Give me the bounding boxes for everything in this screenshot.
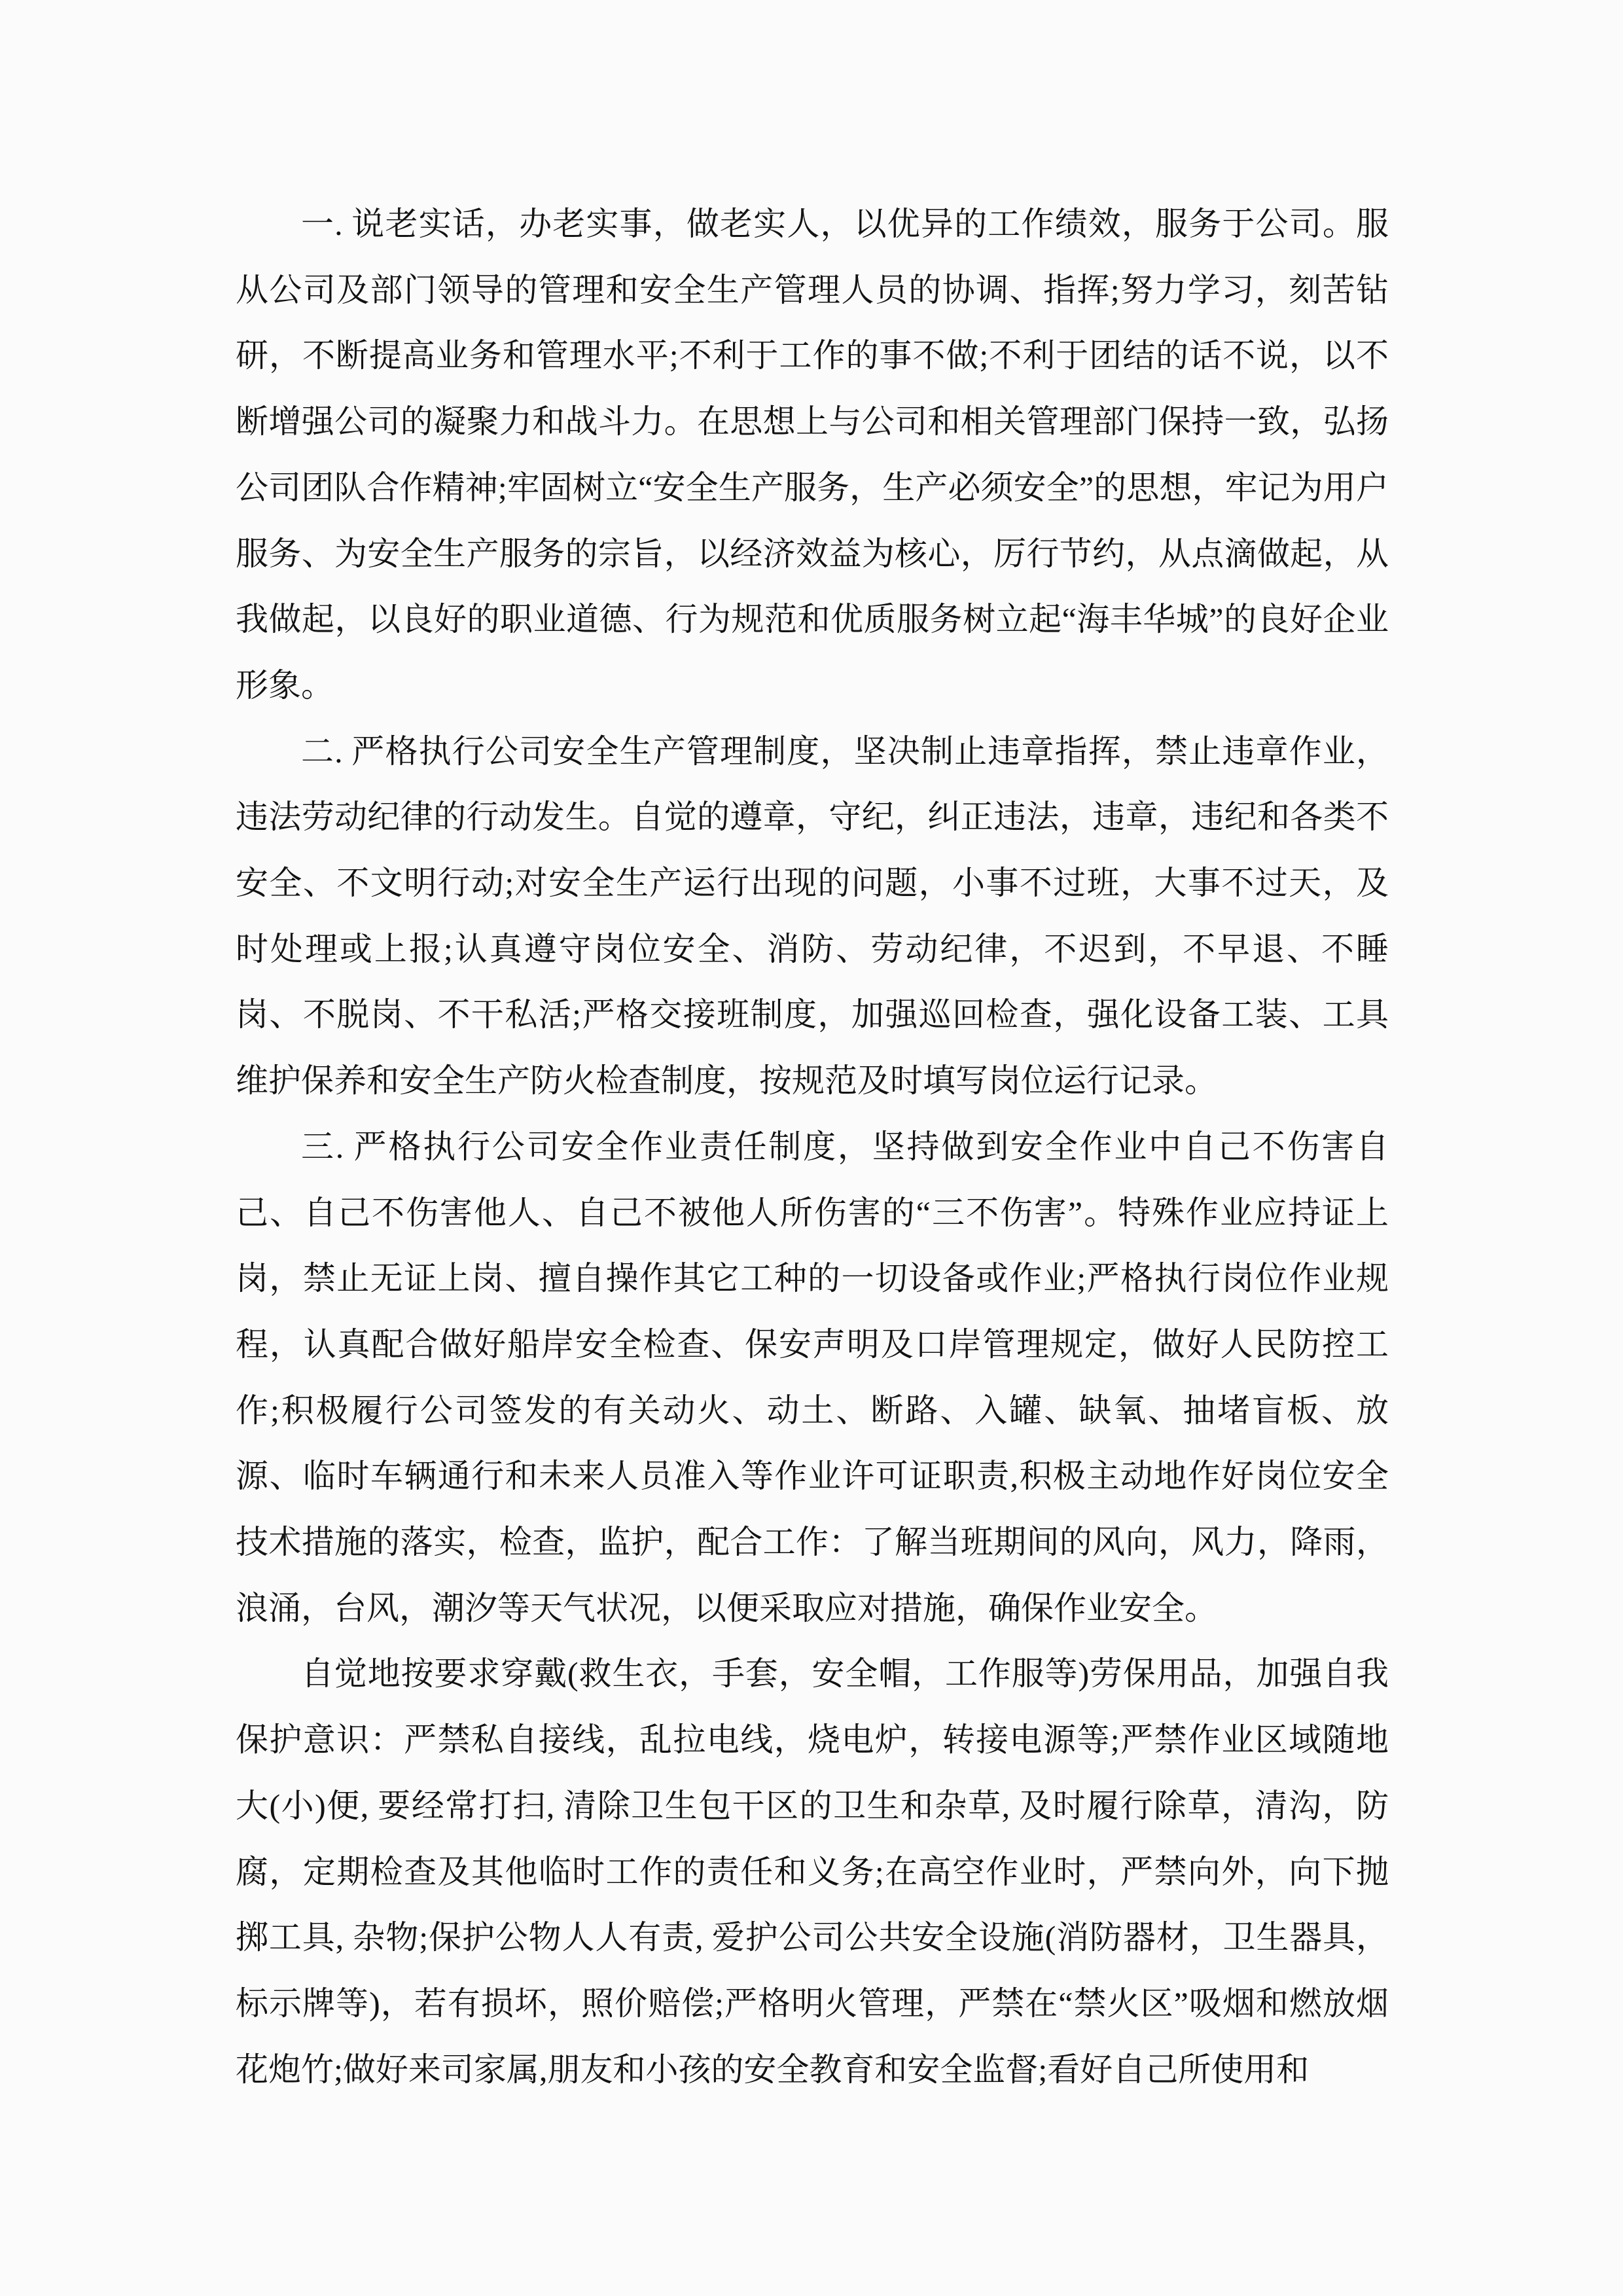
paragraph-3: 三. 严格执行公司安全作业责任制度，坚持做到安全作业中自己不伤害自己、自己不伤害他人、自己不被他人所伤害的“三不伤害”。特殊作业应持证上岗，禁止无证上岗、擅自操作其它工种的一切设备或作业;严格执行岗位作业规程，认真配合做好船岸安全检查、保安声明及口岸管理规定，做好人民防控工作;积极履行公司签发的有关动火、动土、断路、入罐、缺氧、抽堵盲板、放源、临时车辆通行和未来人员准入等作业许可证职责,积极主动地作好岗位安全技术措施的落实，检查，监护，配合工作：了解当班期间的风向，风力，降雨，浪涌，台风，潮汐等天气状况，以便采取应对措施，确保作业安全。 (236, 1128, 1389, 1626)
paragraph-1: 一. 说老实话，办老实事，做老实人，以优异的工作绩效，服务于公司。服从公司及部门领导的管理和安全生产管理人员的协调、指挥;努力学习，刻苦钻研，不断提高业务和管理水平;不利于工作的事不做;不利于团结的话不说，以不断增强公司的凝聚力和战斗力。在思想上与公司和相关管理部门保持一致，弘扬公司团队合作精神;牢固树立“安全生产服务，生产必须安全”的思想，牢记为用户服务、为安全生产服务的宗旨，以经济效益为核心，厉行节约，从点滴做起，从我做起，以良好的职业道德、行为规范和优质服务树立起“海丰华城”的良好企业形象。 (236, 206, 1389, 704)
paragraph-4: 自觉地按要求穿戴(救生衣，手套，安全帽，工作服等)劳保用品，加强自我保护意识：严禁私自接线，乱拉电线，烧电炉，转接电源等;严禁作业区域随地大(小)便, 要经常打扫, 清除卫生包干区的卫生和杂草, 及时履行除草，清沟，防腐，定期检查及其他临时工作的责任和义务;在高空作业时，严禁向外，向下抛掷工具, 杂物;保护公物人人有责, 爱护公司公共安全设施(消防器材，卫生器具，标示牌等)，若有损坏，照价赔偿;严格明火管理，严禁在“禁火区”吸烟和燃放烟花炮竹;做好来司家属,朋友和小孩的安全教育和安全监督;看好自己所使用和 (236, 1655, 1389, 2088)
document-body (236, 191, 1389, 2102)
paragraph-2: 二. 严格执行公司安全生产管理制度，坚决制止违章指挥，禁止违章作业，违法劳动纪律的行动发生。自觉的遵章，守纪，纠正违法，违章，违纪和各类不安全、不文明行动;对安全生产运行出现的问题，小事不过班，大事不过天，及时处理或上报;认真遵守岗位安全、消防、劳动纪律，不迟到，不早退、不睡岗、不脱岗、不干私活;严格交接班制度，加强巡回检查，强化设备工装、工具维护保养和安全生产防火检查制度，按规范及时填写岗位运行记录。 (236, 732, 1389, 1100)
